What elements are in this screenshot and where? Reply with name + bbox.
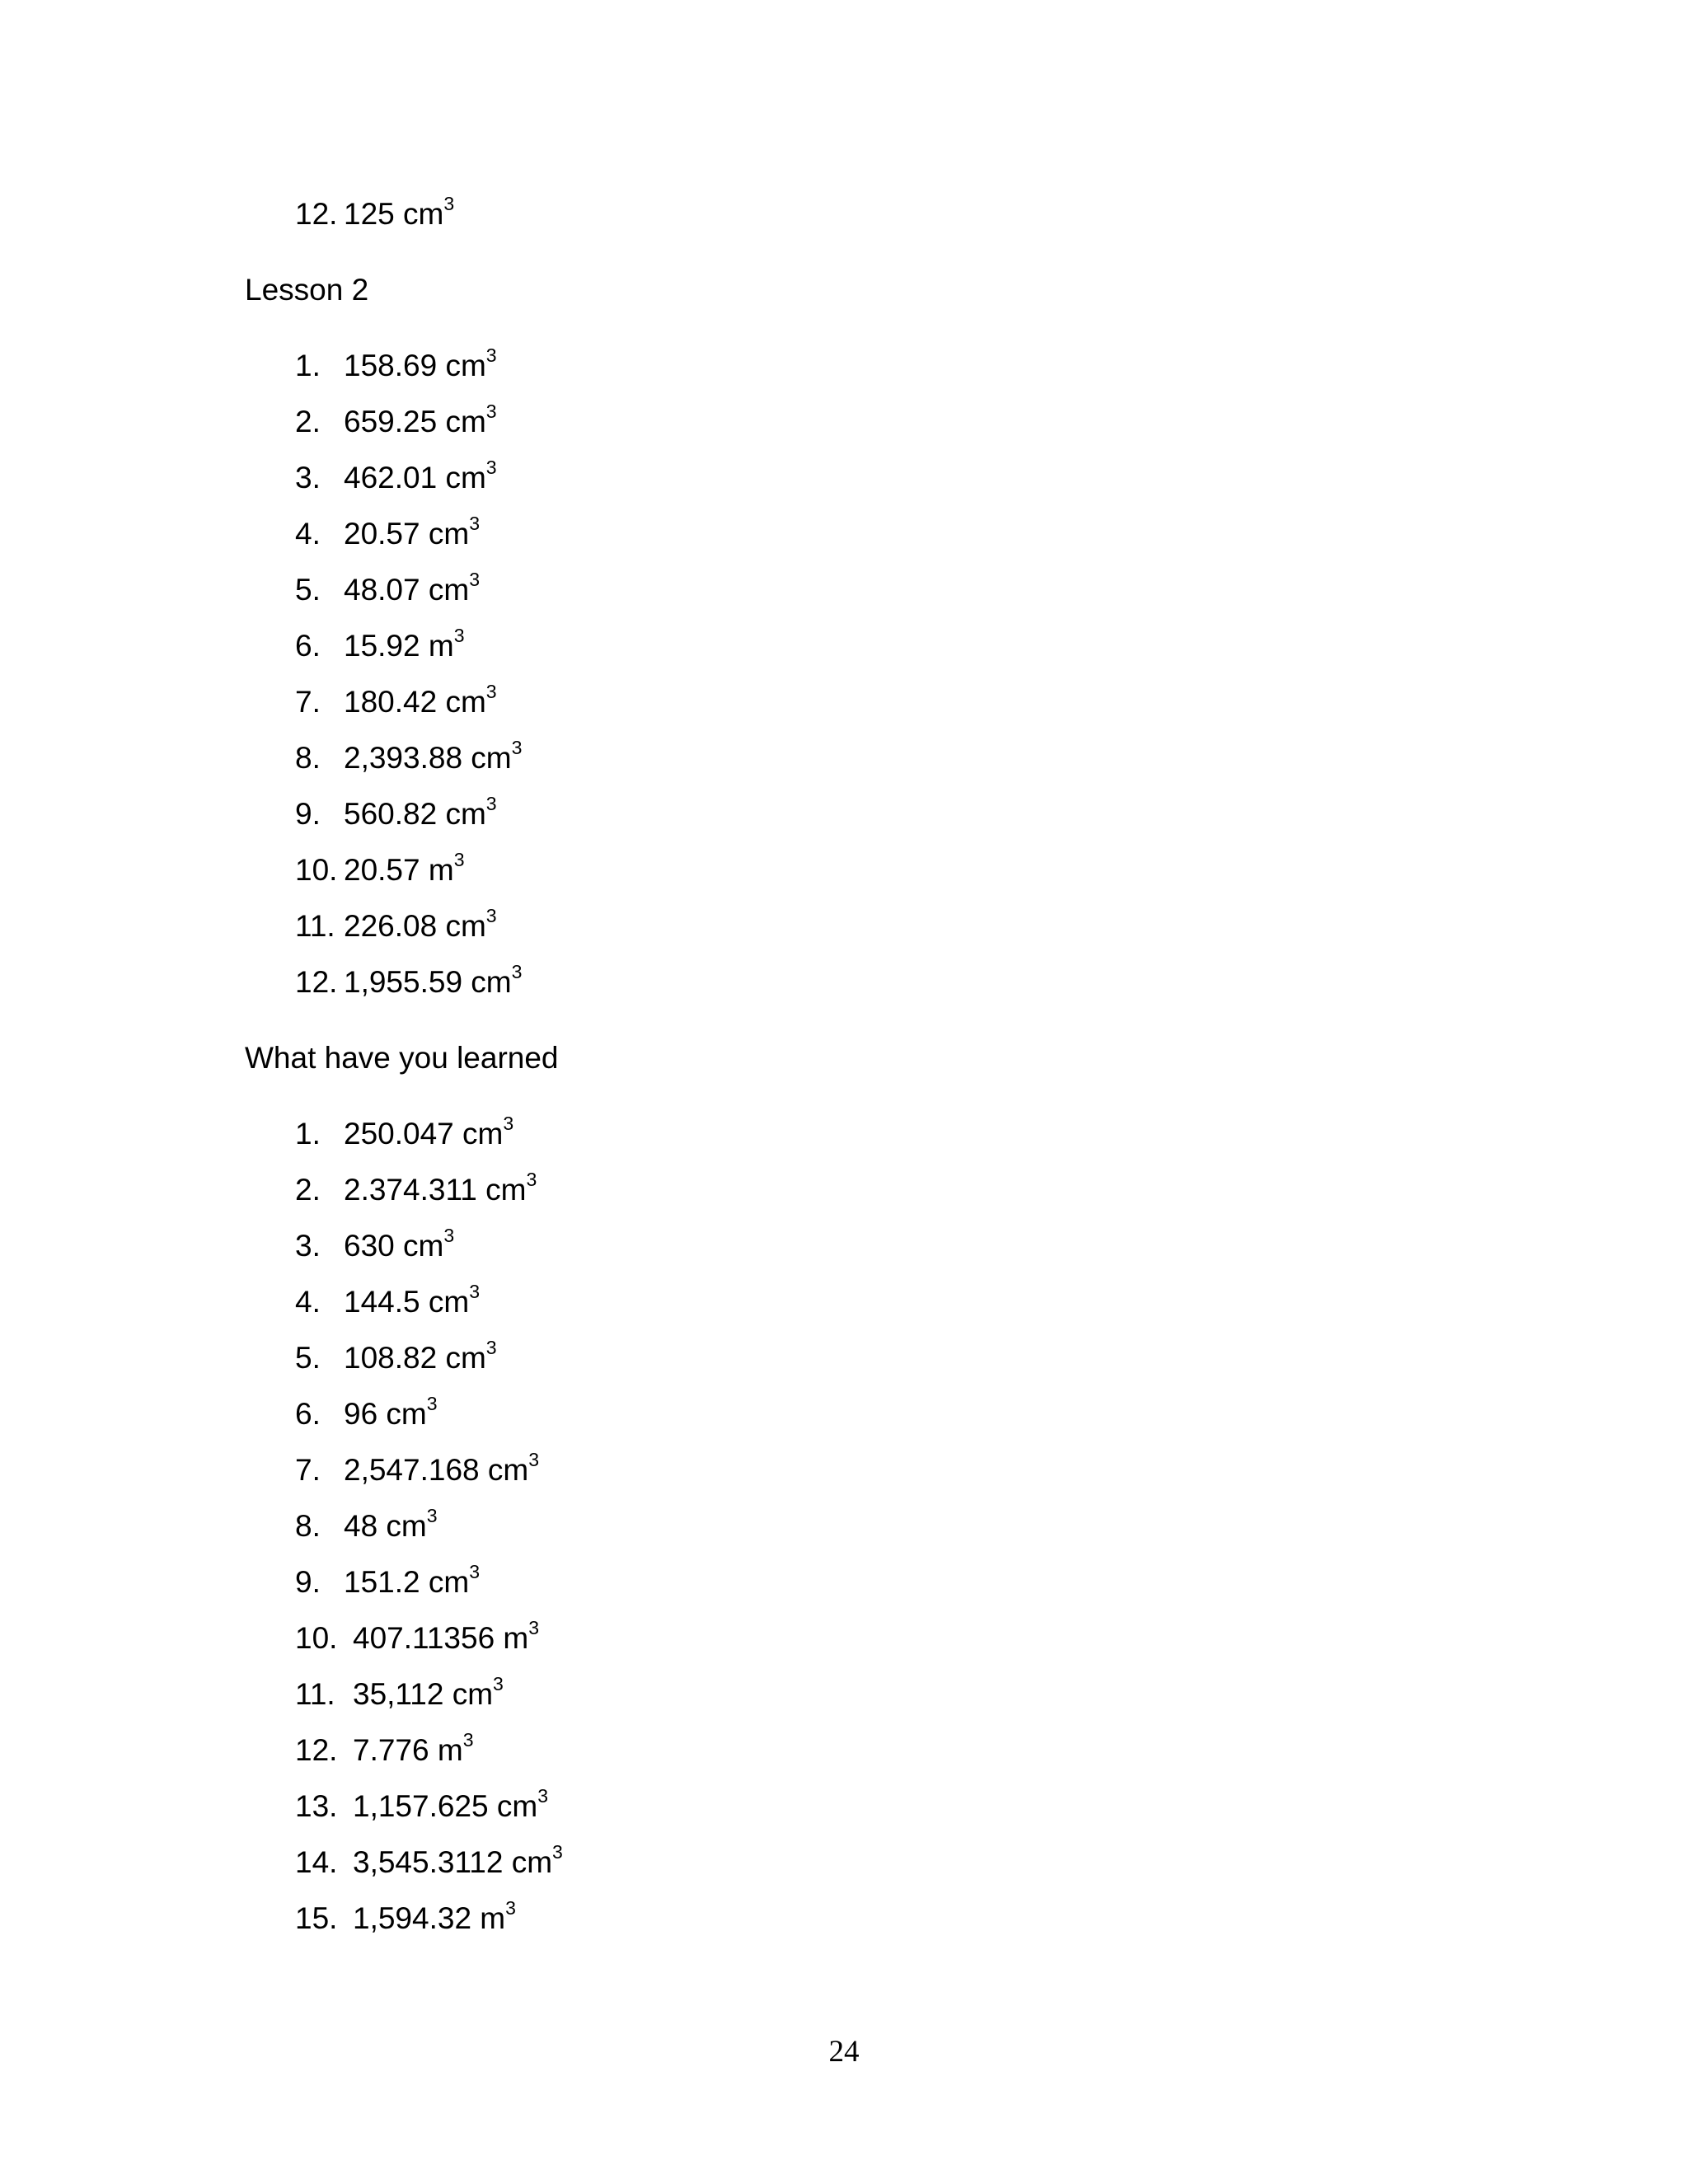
answer-item (295, 1224, 455, 1264)
answer-number: 11. (295, 1677, 335, 1711)
answer-item (295, 1280, 480, 1320)
answer-exponent: 3 (511, 960, 523, 982)
answer-item (295, 1112, 514, 1152)
answer-item (295, 456, 497, 496)
answer-exponent: 3 (443, 192, 455, 214)
answer-number: 9. (295, 1565, 321, 1599)
answer-item (295, 1392, 438, 1432)
answer-value: 250.047 cm (344, 1117, 504, 1151)
answer-exponent: 3 (485, 400, 497, 422)
answer-exponent: 3 (552, 1840, 563, 1863)
answer-exponent: 3 (443, 1224, 455, 1246)
answer-exponent: 3 (528, 1616, 540, 1638)
answer-exponent: 3 (493, 1672, 504, 1694)
answer-item (295, 736, 523, 776)
answer-item (295, 192, 455, 232)
answer-number: 3. (295, 1229, 321, 1263)
answer-value: 3,545.3112 cm (353, 1845, 553, 1879)
answer-exponent: 3 (485, 904, 497, 926)
answer-item (295, 848, 465, 888)
answer-number: 10. (295, 1621, 338, 1655)
answer-item (295, 1168, 537, 1208)
answer-value: 2.374.311 cm (344, 1173, 527, 1207)
answer-item (295, 792, 497, 832)
answer-value: 1,955.59 cm (344, 965, 512, 999)
answer-value: 48 cm (344, 1509, 427, 1543)
answer-value: 630 cm (344, 1229, 444, 1263)
answer-number: 1. (295, 349, 321, 382)
answer-value: 96 cm (344, 1397, 427, 1431)
answer-exponent: 3 (426, 1392, 438, 1414)
answer-number: 1. (295, 1117, 321, 1151)
answer-value: 2,393.88 cm (344, 741, 512, 775)
answer-exponent: 3 (485, 1336, 497, 1358)
answer-item (295, 1448, 540, 1488)
answer-exponent: 3 (469, 1280, 480, 1302)
answer-exponent: 3 (426, 1504, 438, 1526)
answer-exponent: 3 (503, 1112, 514, 1134)
answer-value: 15.92 m (344, 629, 454, 663)
answer-value: 560.82 cm (344, 797, 486, 831)
answer-exponent: 3 (485, 344, 497, 366)
answer-value: 20.57 cm (344, 517, 470, 551)
answer-value: 407.11356 m (353, 1621, 529, 1655)
answer-exponent: 3 (537, 1784, 549, 1807)
answer-item (295, 1504, 438, 1544)
answer-number: 5. (295, 573, 321, 607)
answer-item (295, 1336, 497, 1376)
answer-number: 14. (295, 1845, 338, 1879)
section-heading-what-have-you-learned: What have you learned (245, 1041, 559, 1075)
answer-item (295, 960, 523, 1001)
answer-item (295, 904, 497, 944)
answer-exponent: 3 (469, 512, 480, 534)
answer-item (295, 344, 497, 384)
answer-item (295, 400, 497, 440)
answer-item (295, 1728, 474, 1769)
answer-value: 158.69 cm (344, 349, 486, 382)
answer-item (295, 1616, 540, 1657)
answer-exponent: 3 (528, 1448, 540, 1470)
answer-number: 8. (295, 1509, 321, 1543)
answer-exponent: 3 (526, 1168, 537, 1190)
answer-item (295, 1896, 516, 1937)
answer-number: 2. (295, 405, 321, 438)
answer-number: 12. (295, 197, 338, 231)
answer-value: 2,547.168 cm (344, 1453, 529, 1487)
answer-exponent: 3 (511, 736, 523, 758)
answer-value: 659.25 cm (344, 405, 486, 438)
answer-number: 3. (295, 461, 321, 494)
answer-value: 108.82 cm (344, 1341, 486, 1375)
answer-number: 4. (295, 1285, 321, 1319)
answer-number: 15. (295, 1901, 338, 1935)
answer-exponent: 3 (469, 568, 480, 590)
answer-value: 462.01 cm (344, 461, 486, 494)
answer-item (295, 624, 465, 664)
answer-value: 48.07 cm (344, 573, 470, 607)
answer-item (295, 1784, 549, 1825)
answer-value: 1,157.625 cm (353, 1789, 538, 1823)
answer-number: 9. (295, 797, 321, 831)
answer-number: 13. (295, 1789, 338, 1823)
answer-exponent: 3 (485, 680, 497, 702)
answer-exponent: 3 (462, 1728, 474, 1750)
answer-value: 125 cm (344, 197, 444, 231)
answer-value: 144.5 cm (344, 1285, 470, 1319)
answer-exponent: 3 (505, 1896, 516, 1919)
answer-value: 35,112 cm (353, 1677, 494, 1711)
answer-number: 5. (295, 1341, 321, 1375)
answer-value: 151.2 cm (344, 1565, 470, 1599)
answer-value: 7.776 m (353, 1733, 463, 1767)
answer-exponent: 3 (453, 848, 465, 870)
answer-number: 6. (295, 1397, 321, 1431)
answer-value: 226.08 cm (344, 909, 486, 943)
answer-exponent: 3 (485, 456, 497, 478)
answer-number: 6. (295, 629, 321, 663)
answer-value: 20.57 m (344, 853, 454, 887)
answer-number: 8. (295, 741, 321, 775)
answer-item (295, 1672, 504, 1713)
answer-number: 12. (295, 965, 338, 999)
page-number: 24 (828, 2035, 860, 2069)
answer-item (295, 680, 497, 720)
answer-number: 12. (295, 1733, 338, 1767)
answer-item (295, 1560, 480, 1601)
answer-number: 7. (295, 685, 321, 719)
answer-item (295, 512, 480, 552)
answer-number: 11. (295, 909, 335, 943)
answer-exponent: 3 (485, 792, 497, 814)
answer-number: 10. (295, 853, 338, 887)
answer-item (295, 568, 480, 608)
answer-exponent: 3 (469, 1560, 480, 1582)
answer-value: 180.42 cm (344, 685, 486, 719)
answer-number: 4. (295, 517, 321, 551)
answer-number: 2. (295, 1173, 321, 1207)
answer-number: 7. (295, 1453, 321, 1487)
answer-value: 1,594.32 m (353, 1901, 506, 1935)
answer-exponent: 3 (453, 624, 465, 646)
section-heading-lesson-2: Lesson 2 (245, 273, 369, 307)
answer-item (295, 1840, 563, 1881)
